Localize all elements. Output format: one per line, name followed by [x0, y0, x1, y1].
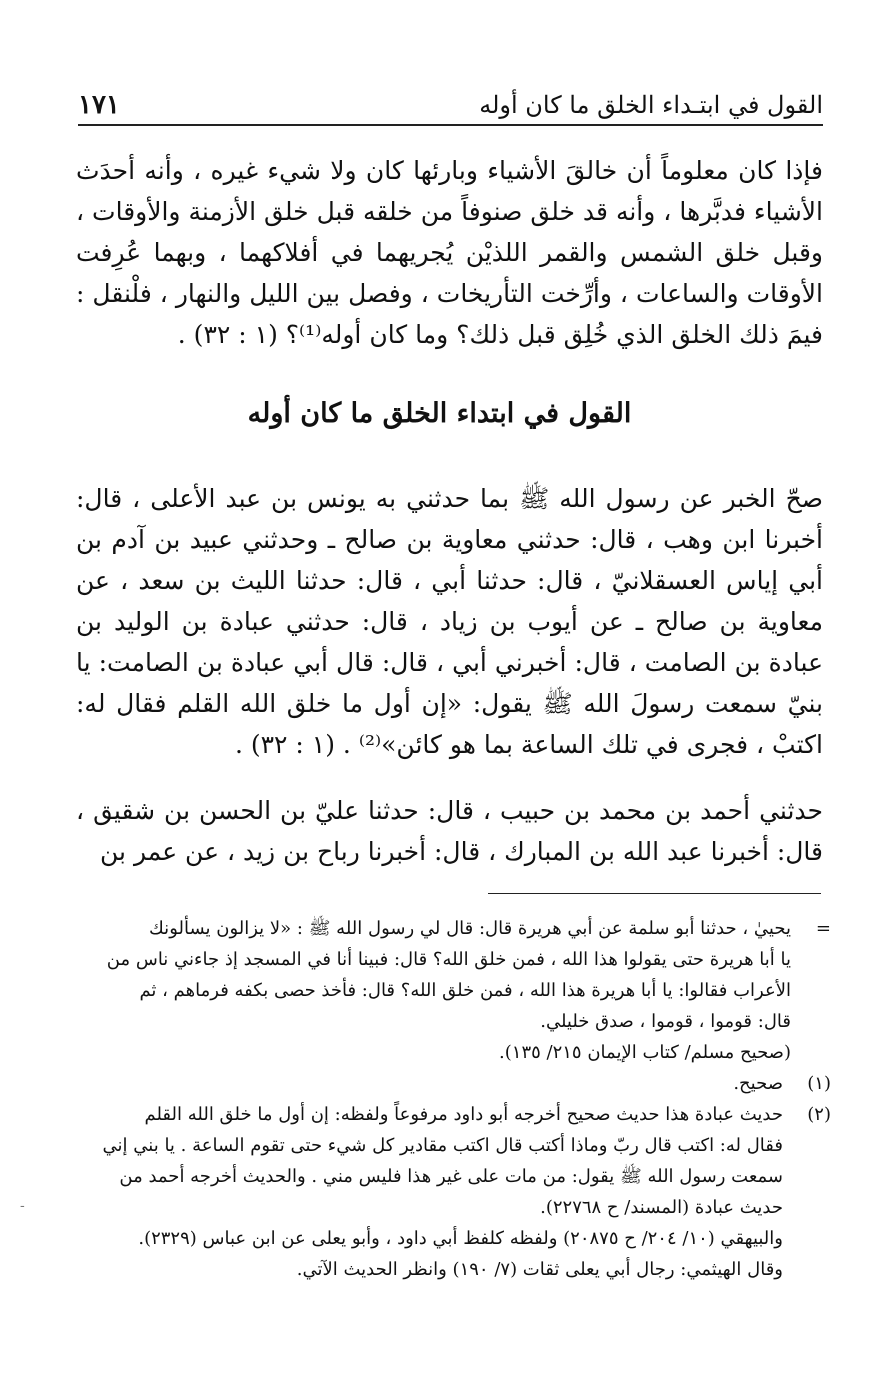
margin-mark: - [20, 1198, 25, 1214]
footnote-number: (٢) [807, 1104, 831, 1125]
footnote-line: يحييٰ ، حدثنا أبو سلمة عن أبي هريرة قال: قال لي رسول الله ﷺ : «لا يزالون يسألونك [149, 918, 791, 939]
running-title: القول في ابتـداء الخلق ما كان أوله [479, 91, 823, 119]
footnote-line: يا أبا هريرة حتى يقولوا هذا الله ، فمن خلق الله؟ قال: فبينا أنا في المسجد إذ جاءني ناس من [106, 949, 791, 970]
footnote-line: وقال الهيثمي: رجال أبي يعلى ثقات (٧/ ١٩٠) وانظر الحديث الآتي. [296, 1259, 783, 1280]
page-header [78, 86, 823, 126]
paragraph-3: حدثني أحمد بن محمد بن حبيب ، قال: حدثنا عليّ بن الحسن بن شقيق ، قال: أخبرنا عبد الله بن المبارك ، قال: أخبرنا رباح بن زيد ، عن عمر بن [76, 796, 823, 866]
page-number: ١٧١ [78, 90, 120, 120]
footnote-line: فقال له: اكتب قال ربّ وماذا أكتب قال اكتب مقادير كل شيء حتى تقوم الساعة . يا بني إني [102, 1135, 783, 1156]
footnote-line: سمعت رسول الله ﷺ يقول: من مات على غير هذا فليس مني . والحديث أخرجه أحمد من [119, 1166, 783, 1187]
footnote-1 [74, 1068, 831, 1099]
footnote-number: (١) [807, 1073, 831, 1094]
section-heading: القول في ابتداء الخلق ما كان أوله [247, 398, 632, 429]
footnote-line: والبيهقي (١٠/ ٢٠٤/ ح ٢٠٨٧٥) ولفظه كلفظ أبي داود ، وأبو يعلى عن ابن عباس (٢٣٢٩). [138, 1228, 783, 1249]
footnote-line: حديث عبادة هذا حديث صحيح أخرجه أبو داود مرفوعاً ولفظه: إن أول ما خلق الله القلم [144, 1104, 783, 1125]
footnote-2 [74, 1099, 831, 1223]
footnote-line: صحيح. [733, 1073, 783, 1094]
footnote-separator [488, 893, 821, 894]
paragraph-1: فإذا كان معلوماً أن خالقَ الأشياء وبارئها كان ولا شيء غيره ، وأنه أحدَث الأشياء فدبَّرها ، وأنه قد خلق صنوفاً من خلقه قبل خلق الأزمنة والأوقات ، وقبل خلق الشمس والقمر اللذيْن يُجريهما في أفلاكهما ، وبهما عُرِفت الأوقات والساعات ، وأرِّخت التأريخات ، وفصل بين الليل والنهار ، فلْنقل : فيمَ ذلك الخلق الذي خُلِق قبل ذلك؟ وما كان أوله⁽¹⁾؟ (١ : ٣٢) . [76, 156, 823, 349]
continuation-marker: = [815, 918, 831, 939]
paragraph-2: صحّ الخبر عن رسول الله ﷺ بما حدثني به يونس بن عبد الأعلى ، قال: أخبرنا ابن وهب ، قال: حدثني معاوية بن صالح ـ وحدثني عبيد بن آدم بن أبي إياس العسقلانيّ ، قال: حدثنا أبي ، قال: حدثنا الليث بن سعد ، عن معاوية بن صالح ـ عن أيوب بن زياد ، قال: حدثني عبادة بن الوليد بن عبادة بن الصامت ، قال: أخبرني أبي ، قال: قال أبي عبادة بن الصامت: يا بنيّ سمعت رسولَ الله ﷺ يقول: «إن أول ما خلق الله القلم فقال له: اكتبْ ، فجرى في تلك الساعة بما هو كائن»⁽²⁾ . (١ : ٣٢) . [76, 484, 823, 759]
footnote-line: الأعراب فقالوا: يا أبا هريرة هذا الله ، فمن خلق الله؟ قال: فأخذ حصى بكفه فرماهم ، ثم [139, 980, 791, 1001]
footnotes [74, 913, 831, 1285]
footnote-line: حديث عبادة (المسند/ ح ٢٢٧٦٨). [540, 1197, 783, 1218]
footnote-line: (صحيح مسلم/ كتاب الإيمان ٢١٥/ ١٣٥). [499, 1042, 791, 1063]
footnote-line: قال: قوموا ، قوموا ، صدق خليلي. [540, 1011, 791, 1032]
footnote-continuation [74, 913, 831, 1068]
